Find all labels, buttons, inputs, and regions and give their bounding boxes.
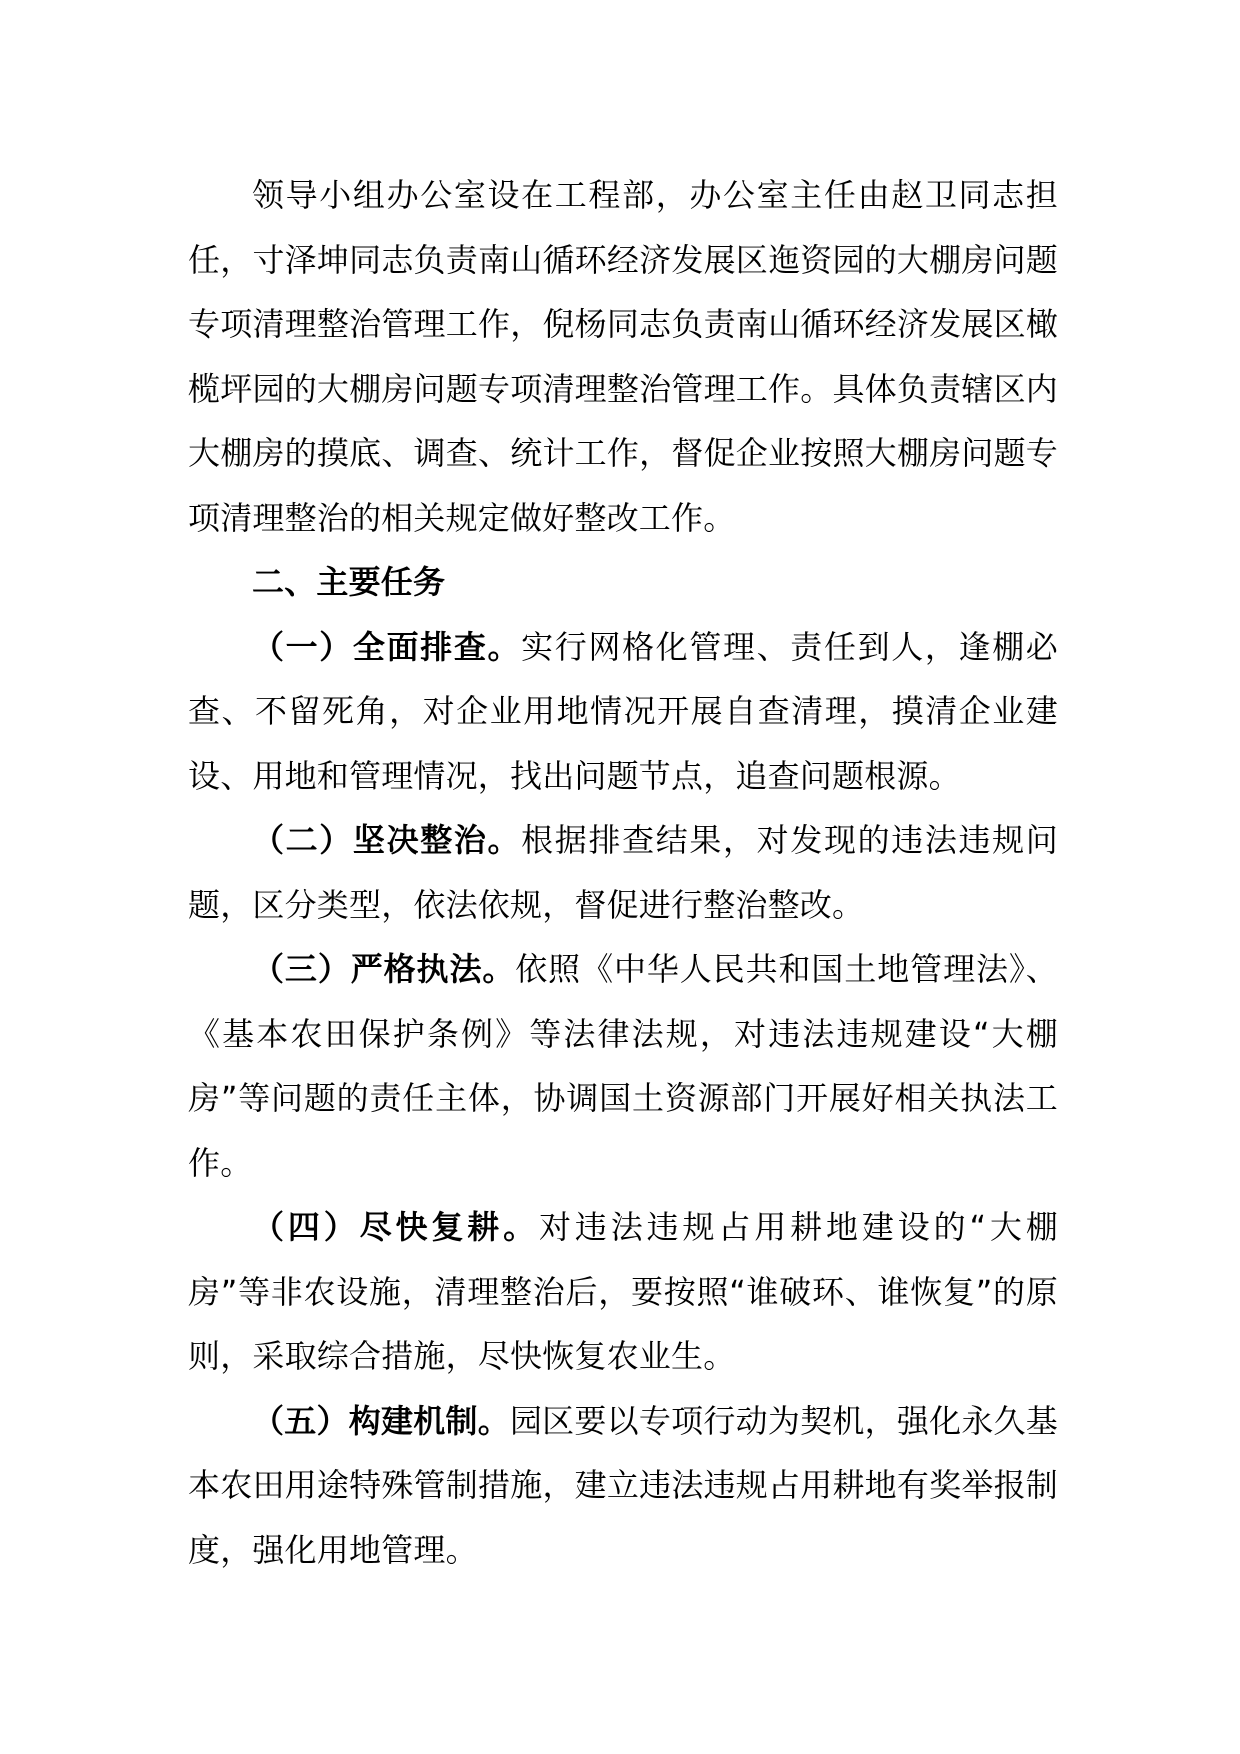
paragraph-task-1 — [188, 615, 1058, 809]
task-text: 实行网格化管理、责任到人，逢棚必查、不留死角，对企业用地情况开展自查清理，摸清企业建设、用地和管理情况，找出问题节点，追查问题根源。 — [188, 627, 1059, 795]
task-text: 对违法违规占用耕地建设的“大棚房”等非农设施，清理整治后，要按照“谁破环、谁恢复”的原则，采取综合措施，尽快恢复农业生。 — [188, 1208, 1058, 1375]
task-text: 依照《中华人民共和国土地管理法》、《基本农田保护条例》等法律法规，对违法违规建设“大棚房”等问题的责任主体，协调国土资源部门开展好相关执法工作。 — [188, 950, 1058, 1182]
paragraph-task-2 — [188, 808, 1058, 937]
task-lead: （二）坚决整治。 — [252, 821, 522, 859]
task-lead: （五）构建机制。 — [252, 1401, 510, 1440]
paragraph-text: 领导小组办公室设在工程部，办公室主任由赵卫同志担任，寸泽坤同志负责南山循环经济发展区迤资园的大棚房问题专项清理整治管理工作，倪杨同志负责南山循环经济发展区橄榄坪园的大棚房问题专项清理整治管理工作。具体负责辖区内大棚房的摸底、调查、统计工作，督促企业按照大棚房问题专项清理整治的相关规定做好整改工作。 — [188, 176, 1058, 537]
paragraph-task-5 — [188, 1389, 1058, 1583]
paragraph-leadership-office — [188, 163, 1058, 550]
heading-text: 二、主要任务 — [252, 563, 446, 601]
task-lead: （四）尽快复耕。 — [252, 1208, 539, 1246]
paragraph-task-3 — [188, 937, 1058, 1195]
paragraph-task-4 — [188, 1195, 1058, 1389]
task-text: 园区要以专项行动为契机，强化永久基本农田用途特殊管制措施，建立违法违规占用耕地有奖举报制度，强化用地管理。 — [188, 1401, 1058, 1569]
section-heading-main-tasks — [188, 550, 1058, 615]
document-body — [188, 163, 1058, 1582]
task-text: 根据排查结果，对发现的违法违规问题，区分类型，依法依规，督促进行整治整改。 — [188, 821, 1059, 924]
task-lead: （一）全面排查。 — [252, 627, 522, 666]
task-lead: （三）严格执法。 — [252, 950, 516, 988]
